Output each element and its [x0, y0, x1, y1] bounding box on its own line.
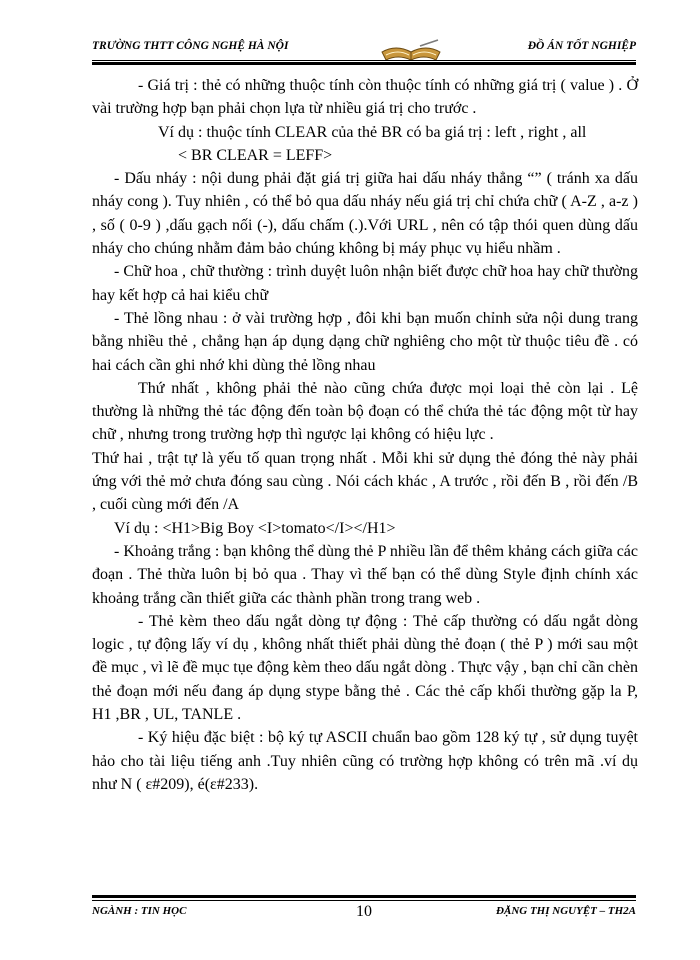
header-rule-thick [92, 62, 636, 65]
paragraph-ky-hieu: - Ký hiệu đặc biệt : bộ ký tự ASCII chuẩn bao gồm 128 ký tự , sử dụng tuyệt hảo cho tài liệu tiếng anh .Tuy nhiên cũng có trường hợp không có trên mã .ví dụ như N ( ε#209), é(ε#233). [92, 729, 638, 793]
paragraph-thu-nhat: Thứ nhất , không phải thẻ nào cũng chứa được mọi loại thẻ còn lại . Lệ thường là những thẻ tác động đến toàn bộ đoạn có thể chứa thẻ tác động một từ hay chữ , nhưng trong trường hợp thì ngược lại không có hiệu lực . [92, 379, 638, 444]
paragraph-ngat-dong: - Thẻ kèm theo dấu ngắt dòng tự động : Thẻ cấp thường có dấu ngắt dòng logic , tự động lấy ví dụ , không nhất thiết phải dùng thẻ đoạn ( thẻ P ) mới sau một đề mục , vì lẽ đề mục tụe động kèm theo dấu ngắt dòng . Thực vậy , bạn chỉ cần chèn thẻ đoạn mới nếu đang áp dụng stype bằng thẻ . Các thẻ cấp khối thường gặp la P, H1 ,BR , UL, TANLE . [92, 612, 638, 724]
paragraph-the-long-nhau: - Thẻ lồng nhau : ở vài trường hợp , đôi khi bạn muốn chỉnh sửa nội dung trang bằng nhiều thẻ , chẳng hạn áp dụng dạng chữ nghiêng cho một từ thuộc tiêu đề . có hai cách cần ghi nhớ khi dùng thẻ lồng nhau [92, 309, 638, 374]
code-example-h1: Ví dụ : <H1>Big Boy <I>tomato</I></H1> [114, 519, 396, 537]
footer-rule-thick [92, 895, 636, 898]
footer-rule [92, 900, 636, 901]
header-school-name: TRƯỜNG THTT CÔNG NGHỆ HÀ NỘI [92, 40, 289, 52]
page-number: 10 [356, 903, 372, 920]
paragraph-thu-hai: Thứ hai , trật tự là yếu tố quan trọng nhất . Mỗi khi sử dụng thẻ đóng thẻ này phải ứng với thẻ mở chưa đóng sau cùng . Nói cách khác , A trước , rồi đến B , rồi đến /B , cuối cùng mới đến /A [92, 449, 638, 514]
code-example-br: < BR CLEAR = LEFF> [178, 146, 333, 164]
header-rule [92, 60, 636, 61]
paragraph-vi-du-clear: Ví dụ : thuộc tính CLEAR của thẻ BR có ba giá trị : left , right , all [158, 123, 587, 141]
footer-author: ĐẶNG THỊ NGUYỆT – TH2A [496, 905, 636, 917]
paragraph-dau-nhay: - Dấu nháy : nội dung phải đặt giá trị giữa hai dấu nháy thẳng “” ( tránh xa dấu nháy cong ). Tuy nhiên , có thể bỏ qua dấu nháy nếu giá trị chỉ chứa chữ ( A-Z , a-z ) , số ( 0-9 ) ,dấu gạch nối (-), dấu chấm (.).Với URL , nên có tập thói quen dùng dấu nháy cho chúng nhằm đảm bảo chúng không bị máy phục vụ hiểu nhầm . [92, 170, 638, 258]
paragraph-gia-tri: - Giá trị : thẻ có những thuộc tính còn thuộc tính có những giá trị ( value ) . Ở vài trường hợp bạn phải chọn lựa từ nhiều giá trị cho trước . [92, 77, 638, 118]
footer-major: NGÀNH : TIN HỌC [92, 905, 187, 917]
paragraph-chu-hoa: - Chữ hoa , chữ thường : trình duyệt luôn nhận biết được chữ hoa hay chữ thường hay kết hợp cả hai kiểu chữ [92, 263, 638, 304]
document-body [92, 74, 638, 796]
header-document-title: ĐỒ ÁN TỐT NGHIỆP [527, 40, 636, 52]
paragraph-khoang-trang: - Khoảng trắng : bạn không thể dùng thẻ P nhiều lần để thêm khảng cách giữa các đoạn . Thẻ thừa luôn bị bỏ qua . Thay vì thế bạn có thể dùng Style định chính xác khoảng trắng cần thiết giữa các thành phần trong trang web . [92, 542, 638, 607]
